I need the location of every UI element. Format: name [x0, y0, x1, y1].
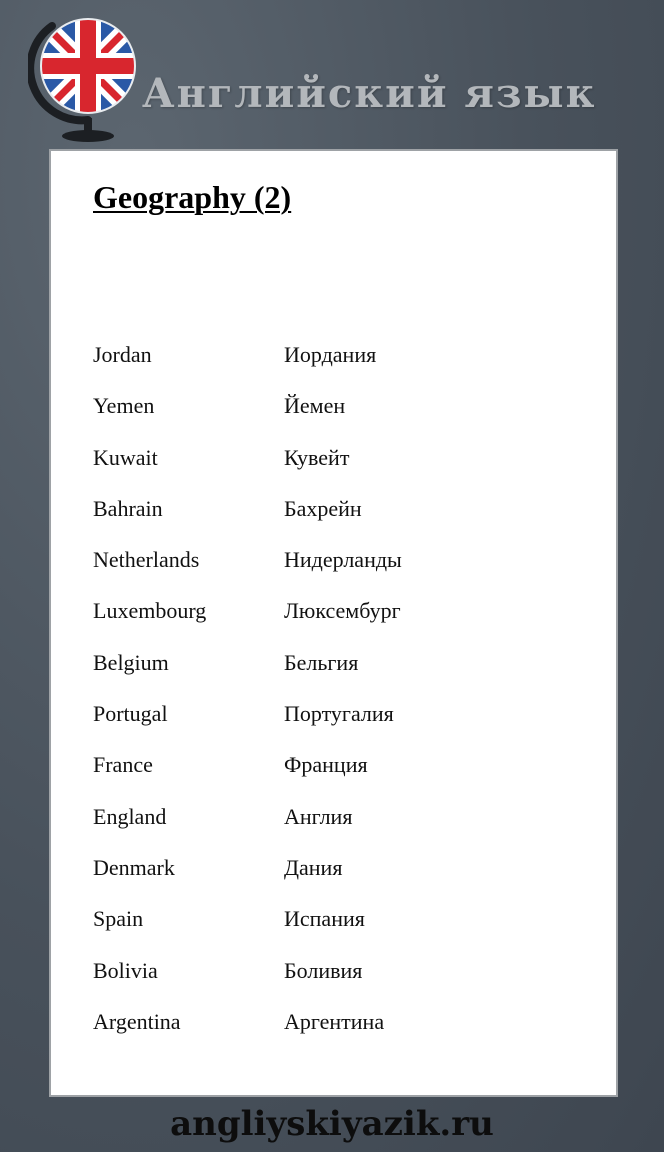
russian-translation: Бахрейн — [284, 495, 362, 521]
russian-translation: Аргентина — [284, 1008, 385, 1034]
english-word: Portugal — [93, 701, 168, 727]
list-item — [93, 803, 573, 854]
russian-translation: Люксембург — [284, 598, 401, 624]
russian-translation: Кувейт — [284, 444, 350, 470]
brand-title: Английский язык — [142, 70, 597, 117]
english-word: Netherlands — [93, 547, 200, 573]
russian-translation: Бельгия — [284, 649, 359, 675]
english-word: Bahrain — [93, 495, 163, 521]
list-item — [93, 597, 573, 648]
english-word: Bolivia — [93, 957, 158, 983]
russian-translation: Боливия — [284, 957, 363, 983]
page-title: Geography (2) — [93, 179, 292, 215]
russian-translation: Нидерланды — [284, 547, 402, 573]
list-item — [93, 546, 573, 597]
english-word: Yemen — [93, 393, 155, 419]
list-item — [93, 444, 573, 495]
word-list — [93, 341, 573, 1059]
english-word: Jordan — [93, 342, 152, 367]
list-item — [93, 957, 573, 1008]
russian-translation: Йемен — [284, 393, 346, 419]
russian-translation: Испания — [284, 906, 365, 932]
list-item — [93, 854, 573, 905]
english-word: England — [93, 803, 167, 829]
russian-translation: Дания — [284, 854, 343, 880]
vocabulary-card — [49, 149, 618, 1097]
list-item — [93, 392, 573, 443]
english-word: Spain — [93, 906, 144, 932]
english-word: Belgium — [93, 649, 169, 675]
russian-translation: Англия — [284, 803, 353, 829]
header — [0, 0, 664, 150]
list-item — [93, 700, 573, 751]
english-word: Denmark — [93, 854, 175, 880]
list-item — [93, 649, 573, 700]
uk-flag-globe-icon — [28, 8, 148, 148]
list-item — [93, 751, 573, 802]
list-item — [93, 905, 573, 956]
russian-translation: Иордания — [284, 342, 377, 367]
english-word: France — [93, 752, 153, 778]
list-item — [93, 1008, 573, 1059]
russian-translation: Франция — [284, 752, 368, 778]
english-word: Argentina — [93, 1008, 181, 1034]
site-footer: angliyskiyazik.ru — [170, 1104, 494, 1144]
list-item — [93, 341, 573, 392]
russian-translation: Португалия — [284, 701, 394, 727]
english-word: Luxembourg — [93, 598, 207, 624]
english-word: Kuwait — [93, 444, 158, 470]
list-item — [93, 495, 573, 546]
